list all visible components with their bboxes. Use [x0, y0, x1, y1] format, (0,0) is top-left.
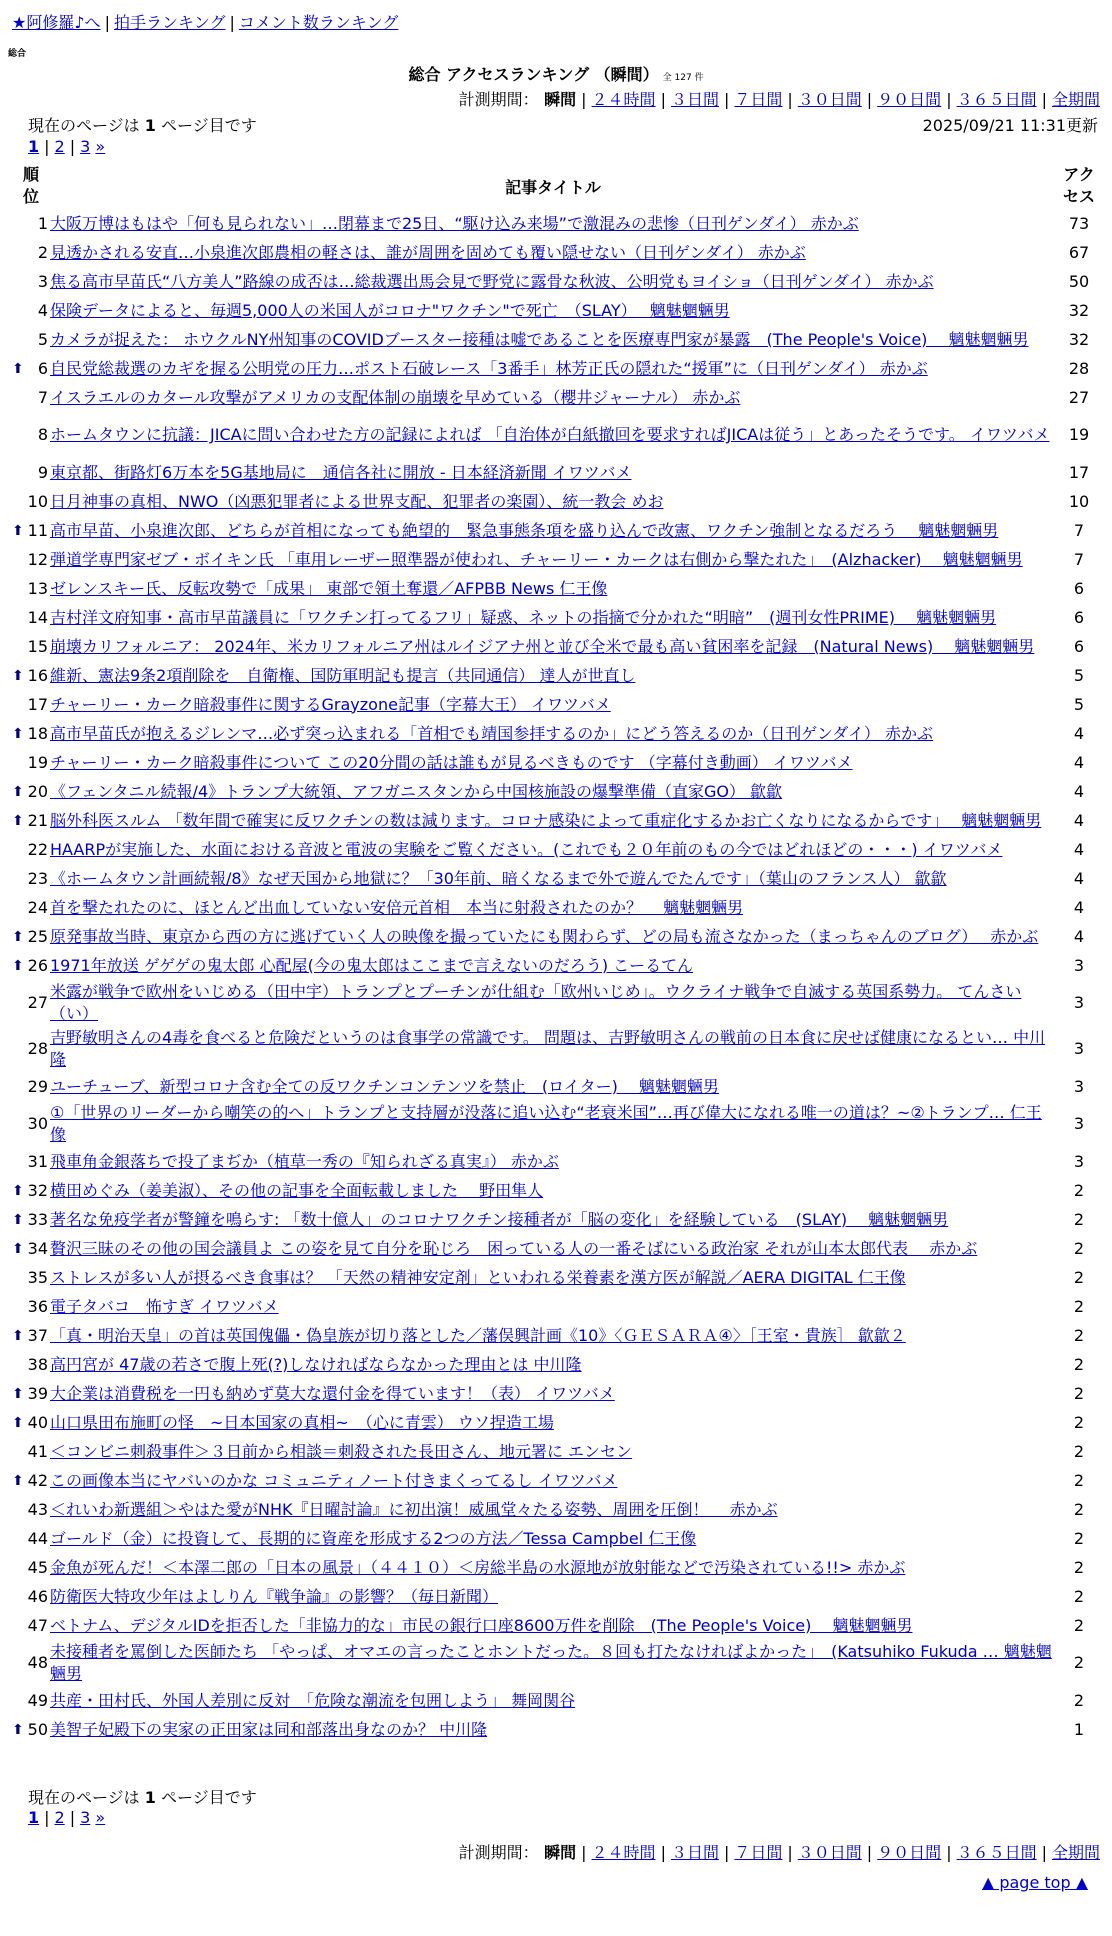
- table-row: [12, 1379, 1102, 1408]
- rank-number: 8: [37, 425, 48, 444]
- rank-up-arrow-icon: ⬆: [12, 1211, 24, 1228]
- access-count: 2: [1073, 1383, 1085, 1403]
- table-row: [12, 209, 1102, 238]
- access-count: 32: [1068, 300, 1090, 320]
- period-selector-top: 計測期間： 瞬間 | ２４時間 | ３日間 | ７日間 | ３０日間 | ９０日間 | ３６５日間 | 全期間: [458, 90, 1100, 109]
- article-title-link[interactable]: 防衛医大特攻少年はよしりん『戦争論』の影響？（毎日新聞）: [50, 1586, 499, 1606]
- page-title: [0, 62, 1112, 85]
- table-row: [12, 412, 1102, 458]
- table-row: [12, 516, 1102, 545]
- article-title-link[interactable]: ホームタウンに抗議：JICAに問い合わせた方の記録によれば 「自治体が白紙撤回を要求すればJICAは従う」とあったそうです。 イワツバメ: [50, 425, 1050, 444]
- table-row: [12, 1072, 1102, 1101]
- table-row: [12, 777, 1102, 806]
- arrow-cell: [12, 1072, 26, 1101]
- table-row: [12, 1611, 1102, 1640]
- article-title-link[interactable]: 大企業は消費税を一円も納めず莫大な還付金を得ています！（表） イワツバメ: [50, 1383, 615, 1403]
- table-row: [12, 835, 1102, 864]
- rank-number: 5: [37, 329, 48, 349]
- table-row: [12, 864, 1102, 893]
- access-count: 10: [1068, 491, 1090, 511]
- access-count: 4: [1073, 868, 1085, 888]
- rank-number: 13: [27, 578, 48, 598]
- rank-number: 23: [27, 868, 48, 888]
- table-row: [12, 545, 1102, 574]
- arrow-cell: [12, 412, 26, 458]
- pager-top: 1 | 2 | 3 »: [28, 137, 106, 156]
- table-row: [12, 893, 1102, 922]
- page-top-link-wrap: [982, 1873, 1088, 1892]
- article-title-link[interactable]: ＜れいわ新選組＞やはた愛がNHK『日曜討論』に初出演！威風堂々たる姿勢、周囲を圧倒！ 赤かぶ: [50, 1499, 778, 1519]
- table-row: [12, 574, 1102, 603]
- rank-number: 36: [27, 1296, 48, 1316]
- rank-number: 40: [27, 1412, 48, 1432]
- table-row: [12, 951, 1102, 980]
- period-label: 計測期間：: [458, 90, 539, 109]
- table-row: [12, 458, 1102, 487]
- rank-number: 24: [27, 897, 48, 917]
- article-title-link[interactable]: ＜コンビニ刺殺事件＞３日前から相談＝刺殺された長田さん、地元署に エンセン: [50, 1441, 633, 1461]
- arrow-cell: [12, 325, 26, 354]
- rank-number: 37: [27, 1325, 48, 1345]
- article-title-link[interactable]: 《ホームタウン計画続報/8》なぜ天国から地獄に？「30年前、暗くなるまで外で遊んでたんです」（葉山のフランス人） 歙歙: [50, 868, 947, 888]
- table-row: [12, 487, 1102, 516]
- access-count: 2: [1073, 1441, 1085, 1461]
- rank-number: 19: [27, 752, 48, 772]
- table-row: [12, 1408, 1102, 1437]
- period-link-3[interactable]: ７日間: [734, 90, 783, 109]
- article-title-link[interactable]: チャーリー・カーク暗殺事件に関するGrayzone記事（字幕大王） イワツバメ: [50, 694, 611, 714]
- access-count: 3: [1073, 993, 1085, 1012]
- table-row: [12, 1640, 1102, 1686]
- article-title-link[interactable]: 原発事故当時、東京から西の方に逃げていく人の映像を撮っていたにも関わらず、どの局も流さなかった（まっちゃんのブログ） 赤かぶ: [50, 926, 1039, 946]
- access-column-header: アクセス: [1062, 165, 1095, 206]
- access-count: 2: [1073, 1586, 1085, 1606]
- arrow-cell: [12, 980, 26, 1026]
- access-count: 2: [1073, 1354, 1085, 1374]
- arrow-cell: [12, 1026, 26, 1072]
- rank-up-arrow-icon: ⬆: [12, 1240, 24, 1257]
- rank-number: 25: [27, 926, 48, 946]
- article-title-link[interactable]: 崩壊カリフォルニア： 2024年、米カリフォルニア州はルイジアナ州と並び全米で最も高い貧困率を記録 (Natural News) 魑魅魍魎男: [50, 636, 1035, 656]
- article-title-link[interactable]: 見透かされる安直…小泉進次郎農相の軽さは、誰が周囲を固めても覆い隠せない（日刊ゲンダイ） 赤かぶ: [50, 242, 806, 262]
- table-row: [12, 632, 1102, 661]
- period-selector-bottom: 計測期間： 瞬間 | ２４時間 | ３日間 | ７日間 | ３０日間 | ９０日間 | ３６５日間 | 全期間: [458, 1843, 1100, 1862]
- rank-number: 31: [27, 1151, 48, 1171]
- rank-up-arrow-icon: ⬆: [12, 1472, 24, 1489]
- article-title-link[interactable]: 脳外科医スルム 「数年間で確実に反ワクチンの数は減ります。コロナ感染によって重症化するかお亡くなりになるからです」 魑魅魍魎男: [50, 810, 1042, 830]
- access-count: 50: [1068, 271, 1090, 291]
- pager-page-link[interactable]: 2: [54, 137, 65, 156]
- arrow-cell: [12, 748, 26, 777]
- rank-up-arrow-icon: ⬆: [12, 1182, 24, 1199]
- arrow-cell: [12, 383, 26, 412]
- rank-number: 42: [27, 1470, 48, 1490]
- rank-number: 44: [27, 1528, 48, 1548]
- article-title-link[interactable]: 著名な免疫学者が警鐘を鳴らす: 「数十億人」のコロナワクチン接種者が「脳の変化」を経験している (SLAY) 魑魅魍魎男: [50, 1209, 949, 1229]
- article-title-link[interactable]: カメラが捉えた： ホウクルNY州知事のCOVIDブースター接種は嘘であることを医療専門家が暴露 (The People's Voice) 魑魅魍魎男: [50, 329, 1029, 349]
- access-count: 67: [1068, 242, 1090, 262]
- pager-current-page[interactable]: 1: [28, 137, 40, 156]
- table-row: [12, 922, 1102, 951]
- access-count: 2: [1073, 1267, 1085, 1287]
- article-title-link[interactable]: ストレスが多い人が摂るべき食事は？ 「天然の精神安定剤」といわれる栄養素を漢方医が解説／AERA DIGITAL 仁王像: [50, 1267, 906, 1287]
- access-count: 2: [1073, 1499, 1085, 1519]
- table-row: [12, 1205, 1102, 1234]
- category-label: 総合: [8, 49, 27, 59]
- rank-up-arrow-icon: ⬆: [12, 1721, 24, 1738]
- period-link-3[interactable]: ７日間: [734, 1843, 783, 1862]
- rank-up-arrow-icon: ⬆: [12, 1385, 24, 1402]
- arrow-cell: [12, 1611, 26, 1640]
- article-title-link[interactable]: 首を撃たれたのに、ほとんど出血していない安倍元首相 本当に射殺されたのか？ 魑魅魍魎男: [50, 897, 744, 917]
- rank-up-arrow-icon: ⬆: [12, 1414, 24, 1431]
- rank-up-arrow-icon: ⬆: [12, 360, 24, 377]
- rank-number: 34: [27, 1238, 48, 1258]
- rank-number: 2: [37, 242, 48, 262]
- table-row: [12, 1524, 1102, 1553]
- arrow-cell: [12, 1495, 26, 1524]
- table-row: [12, 296, 1102, 325]
- article-title-link[interactable]: 焦る高市早苗氏“八方美人”路線の成否は…総裁選出馬会見で野党に露骨な秋波、公明党もヨイショ（日刊ゲンダイ） 赤かぶ: [50, 271, 934, 291]
- article-title-link[interactable]: チャーリー・カーク暗殺事件について この20分間の話は誰もが見るべきものです （字幕付き動画） イワツバメ: [50, 752, 853, 772]
- table-header-row: [12, 163, 1102, 209]
- rank-number: 11: [27, 520, 48, 540]
- pager-page-link[interactable]: 3: [80, 137, 91, 156]
- rank-number: 49: [27, 1690, 48, 1710]
- table-row: [12, 1715, 1102, 1744]
- arrow-cell: [12, 545, 26, 574]
- top-navigation: ★阿修羅♪へ | 拍手ランキング | コメント数ランキング: [12, 13, 399, 32]
- access-count: 28: [1068, 358, 1090, 378]
- access-count: 2: [1073, 1690, 1085, 1710]
- access-count: 3: [1073, 1114, 1085, 1133]
- article-title-link[interactable]: 美智子妃殿下の実家の正田家は同和部落出身なのか？ 中川隆: [50, 1719, 488, 1739]
- rank-number: 46: [27, 1586, 48, 1606]
- period-link-7[interactable]: 全期間: [1051, 1843, 1100, 1862]
- arrow-cell: [12, 458, 26, 487]
- access-count: 3: [1073, 1151, 1085, 1171]
- rank-number: 50: [27, 1719, 48, 1739]
- article-title-link[interactable]: 東京都、街路灯6万本を5G基地局に 通信各社に開放 - 日本経済新聞 イワツバメ: [50, 462, 632, 482]
- pager-next-link[interactable]: »: [95, 1808, 106, 1827]
- pager-page-link[interactable]: 2: [54, 1808, 65, 1827]
- rank-number: 20: [27, 781, 48, 801]
- applause-ranking-link[interactable]: 拍手ランキング: [113, 13, 226, 32]
- pager-current-page[interactable]: 1: [28, 1808, 40, 1827]
- access-count: 4: [1073, 839, 1085, 859]
- rank-number: 15: [27, 636, 48, 656]
- rank-number: 32: [27, 1180, 48, 1200]
- arrow-cell: [12, 1582, 26, 1611]
- rank-number: 3: [37, 271, 48, 291]
- article-title-link[interactable]: イスラエルのカタール攻撃がアメリカの支配体制の崩壊を早めている（櫻井ジャーナル） 赤かぶ: [50, 387, 741, 407]
- pager-next-link[interactable]: »: [95, 137, 106, 156]
- table-row: [12, 1263, 1102, 1292]
- table-row: [12, 806, 1102, 835]
- table-row: [12, 980, 1102, 1026]
- access-count: 6: [1073, 607, 1085, 627]
- arrow-cell: [12, 1101, 26, 1147]
- access-count: 2: [1073, 1470, 1085, 1490]
- article-title-link[interactable]: 未接種者を罵倒した医師たち 「やっぱ、オマエの言ったことホントだった。８回も打たなければよかった」 (Katsuhiko Fukuda … 魑魅魍魎男: [50, 1642, 1052, 1683]
- table-row: [12, 1321, 1102, 1350]
- article-title-link[interactable]: 高市早苗氏が抱えるジレンマ…必ず突っ込まれる「首相でも靖国参拝するのか」にどう答えるのか（日刊ゲンダイ） 赤かぶ: [50, 723, 934, 743]
- rank-number: 45: [27, 1557, 48, 1577]
- comment-ranking-link[interactable]: コメント数ランキング: [238, 13, 399, 32]
- arrow-cell: [12, 267, 26, 296]
- article-title-link[interactable]: 《フェンタニル続報/4》トランプ大統領、アフガニスタンから中国核施設の爆撃準備（直家GO） 歙歙: [50, 781, 783, 801]
- rank-number: 10: [27, 491, 48, 511]
- period-link-6[interactable]: ３６５日間: [956, 1843, 1037, 1862]
- period-link-5[interactable]: ９０日間: [877, 1843, 942, 1862]
- pager-page-link[interactable]: 3: [80, 1808, 91, 1827]
- arrow-cell: [12, 487, 26, 516]
- table-row: [12, 1026, 1102, 1072]
- article-title-link[interactable]: HAARPが実施した、水面における音波と電波の実験をご覧ください。(これでも２０年前のもの今ではどれほどの・・・) イワツバメ: [50, 839, 1003, 859]
- rank-number: 14: [27, 607, 48, 627]
- rank-number: 39: [27, 1383, 48, 1403]
- article-title-link[interactable]: 金魚が死んだ！＜本澤二郎の「日本の風景」（４４１０）＜房総半島の水源地が放射能などで汚染されている!!> 赤かぶ: [50, 1557, 906, 1577]
- arrow-cell: [12, 1686, 26, 1715]
- article-title-link[interactable]: 維新、憲法9条2項削除を 自衛権、国防軍明記も提言（共同通信） 達人が世直し: [50, 665, 636, 685]
- access-count: 3: [1073, 955, 1085, 975]
- access-count: 6: [1073, 578, 1085, 598]
- access-count: 2: [1073, 1209, 1085, 1229]
- access-count: 7: [1073, 549, 1085, 569]
- rank-number: 28: [27, 1039, 48, 1058]
- access-count: 2: [1073, 1238, 1085, 1258]
- article-title-link[interactable]: 保険データによると、毎週5,000人の米国人がコロナ"ワクチン"で死亡 （SLAY） 魑魅魍魎男: [50, 300, 730, 320]
- period-link-2[interactable]: ３日間: [670, 1843, 719, 1862]
- title-column-header: 記事タイトル: [505, 177, 601, 197]
- rank-number: 16: [27, 665, 48, 685]
- access-count: 4: [1073, 723, 1085, 743]
- table-row: [12, 1147, 1102, 1176]
- rank-number: 1: [37, 213, 48, 233]
- arrow-cell: [12, 238, 26, 267]
- article-title-link[interactable]: 高円宮が 47歳の若さで腹上死(?)しなければならなかった理由とは 中川隆: [50, 1354, 582, 1374]
- table-row: [12, 1582, 1102, 1611]
- table-row: [12, 267, 1102, 296]
- rank-number: 35: [27, 1267, 48, 1287]
- table-row: [12, 603, 1102, 632]
- table-row: [12, 1176, 1102, 1205]
- period-link-1[interactable]: ２４時間: [591, 90, 656, 109]
- period-label: 計測期間：: [458, 1843, 539, 1862]
- arrow-cell: [12, 893, 26, 922]
- rank-up-arrow-icon: ⬆: [12, 812, 24, 829]
- rank-up-arrow-icon: ⬆: [12, 783, 24, 800]
- rank-number: 27: [27, 993, 48, 1012]
- rank-number: 47: [27, 1615, 48, 1635]
- table-row: [12, 1101, 1102, 1147]
- article-title-link[interactable]: 大阪万博はもはや「何も見られない」…閉幕まで25日、“駆け込み来場”で激混みの悲惨（日刊ゲンダイ） 赤かぶ: [50, 213, 859, 233]
- access-count: 3: [1073, 1039, 1085, 1058]
- rank-number: 48: [27, 1653, 48, 1672]
- rank-up-arrow-icon: ⬆: [12, 1327, 24, 1344]
- arrow-cell: [12, 1147, 26, 1176]
- article-title-link[interactable]: 贅沢三昧のその他の国会議員よ この姿を見て自分を恥じろ 困っている人の一番そばにいる政治家 それが山本太郎代表 赤かぶ: [50, 1238, 978, 1258]
- ranking-table: [12, 163, 1102, 1744]
- access-count: 32: [1068, 329, 1090, 349]
- rank-number: 43: [27, 1499, 48, 1519]
- total-count: 全 127 件: [662, 73, 704, 83]
- table-row: [12, 1292, 1102, 1321]
- rank-number: 9: [37, 462, 48, 482]
- arrow-cell: [12, 1437, 26, 1466]
- access-count: 1: [1073, 1719, 1085, 1739]
- access-count: 4: [1073, 752, 1085, 772]
- rank-number: 21: [27, 810, 48, 830]
- access-count: 27: [1068, 387, 1090, 407]
- table-row: [12, 1466, 1102, 1495]
- arrow-cell: [12, 574, 26, 603]
- table-row: [12, 1350, 1102, 1379]
- arrow-cell: [12, 296, 26, 325]
- access-count: 4: [1073, 781, 1085, 801]
- access-count: 2: [1073, 1412, 1085, 1432]
- rank-column-header: 順位: [22, 165, 39, 206]
- home-link[interactable]: ★阿修羅♪へ: [12, 13, 101, 32]
- article-title-link[interactable]: 山口県田布施町の怪 ~日本国家の真相~ （心に青雲） ウソ捏造工場: [50, 1412, 554, 1432]
- rank-number: 4: [37, 300, 48, 320]
- table-row: [12, 1686, 1102, 1715]
- arrow-cell: [12, 1524, 26, 1553]
- article-title-link[interactable]: 吉村洋文府知事・高市早苗議員に「ワクチン打ってるフリ」疑惑、ネットの指摘で分かれた“明暗” (週刊女性PRIME) 魑魅魍魎男: [50, 607, 997, 627]
- period-link-5[interactable]: ９０日間: [877, 90, 942, 109]
- access-count: 4: [1073, 897, 1085, 917]
- rank-number: 7: [37, 387, 48, 407]
- article-title-link[interactable]: 横田めぐみ（姜美淑）、その他の記事を全面転載しました 野田隼人: [50, 1180, 544, 1200]
- arrow-cell: [12, 632, 26, 661]
- article-title-link[interactable]: 日月神事の真相、NWO（凶悪犯罪者による世界支配、犯罪者の楽園）、統一教会 めお: [50, 491, 664, 511]
- access-count: 2: [1073, 1557, 1085, 1577]
- article-title-link[interactable]: 電子タバコ 怖すぎ イワツバメ: [50, 1296, 279, 1316]
- access-count: 2: [1073, 1528, 1085, 1548]
- rank-number: 33: [27, 1209, 48, 1229]
- access-count: 2: [1073, 1325, 1085, 1345]
- access-count: 19: [1068, 425, 1090, 444]
- pager-bottom: 1 | 2 | 3 »: [28, 1808, 106, 1827]
- page-top-link[interactable]: ▲ page top ▲: [981, 1873, 1088, 1892]
- article-title-link[interactable]: 吉野敏明さんの4毒を食べると危険だというのは食事学の常識です。 問題は、吉野敏明さんの戦前の日本食に戻せば健康になるとい… 中川隆: [50, 1028, 1046, 1069]
- article-title-link[interactable]: ゼレンスキー氏、反転攻勢で「成果」 東部で領土奪還／AFPBB News 仁王像: [50, 578, 608, 598]
- article-title-link[interactable]: 「真・明治天皇」の首は英国傀儡・偽皇族が切り落とした／藩俣興計画《10》〈ＧＥＳＡＲＡ④〉［王室・貴族］ 歙歙２: [50, 1325, 906, 1345]
- rank-up-arrow-icon: ⬆: [12, 667, 24, 684]
- table-row: [12, 1437, 1102, 1466]
- access-count: 4: [1073, 926, 1085, 946]
- rank-number: 6: [37, 358, 48, 378]
- table-row: [12, 690, 1102, 719]
- access-count: 7: [1073, 520, 1085, 540]
- article-title-link[interactable]: 自民党総裁選のカギを握る公明党の圧力…ポスト石破レース「3番手」林芳正氏の隠れた“援軍”に（日刊ゲンダイ） 赤かぶ: [50, 358, 928, 378]
- table-row: [12, 1495, 1102, 1524]
- period-link-7[interactable]: 全期間: [1051, 90, 1100, 109]
- table-row: [12, 1234, 1102, 1263]
- period-link-6[interactable]: ３６５日間: [956, 90, 1037, 109]
- rank-up-arrow-icon: ⬆: [12, 928, 24, 945]
- period-link-1[interactable]: ２４時間: [591, 1843, 656, 1862]
- rank-number: 30: [27, 1114, 48, 1133]
- arrow-cell: [12, 690, 26, 719]
- access-count: 2: [1073, 1180, 1085, 1200]
- access-count: 2: [1073, 1296, 1085, 1316]
- table-row: [12, 383, 1102, 412]
- period-link-2[interactable]: ３日間: [670, 90, 719, 109]
- access-count: 17: [1068, 462, 1090, 482]
- article-title-link[interactable]: 1971年放送 ゲゲゲの鬼太郎 心配屋(今の鬼太郎はここまで言えないのだろう) こーるてん: [50, 955, 694, 975]
- rank-number: 29: [27, 1076, 48, 1096]
- rank-number: 26: [27, 955, 48, 975]
- updated-time: 2025/09/21 11:31更新: [922, 116, 1098, 135]
- arrow-cell: [12, 835, 26, 864]
- table-row: [12, 719, 1102, 748]
- period-link-4[interactable]: ３０日間: [797, 1843, 862, 1862]
- rank-number: 18: [27, 723, 48, 743]
- rank-up-arrow-icon: ⬆: [12, 725, 24, 742]
- article-title-link[interactable]: ユーチューブ、新型コロナ含む全ての反ワクチンコンテンツを禁止 (ロイター) 魑魅魍魎男: [50, 1076, 719, 1096]
- access-count: 5: [1073, 665, 1085, 685]
- rank-number: 22: [27, 839, 48, 859]
- article-title-link[interactable]: 飛車角金銀落ちで投了まぢか（植草一秀の『知られざる真実』） 赤かぶ: [50, 1151, 559, 1171]
- table-row: [12, 661, 1102, 690]
- rank-up-arrow-icon: ⬆: [12, 522, 24, 539]
- rank-number: 41: [27, 1441, 48, 1461]
- arrow-cell: [12, 1263, 26, 1292]
- article-title-link[interactable]: ①「世界のリーダーから嘲笑の的へ」トランプと支持層が没落に追い込む“老衰米国”…再び偉大になれる唯一の道は？~②トランプ… 仁王像: [50, 1103, 1042, 1144]
- period-current: 瞬間: [538, 1843, 577, 1862]
- table-row: [12, 748, 1102, 777]
- access-count: 5: [1073, 694, 1085, 714]
- article-title-link[interactable]: 共産・田村氏、外国人差別に反対 「危険な潮流を包囲しよう」 舞岡関谷: [50, 1690, 576, 1710]
- access-count: 73: [1068, 213, 1090, 233]
- arrow-cell: [12, 603, 26, 632]
- article-title-link[interactable]: ベトナム、デジタルIDを拒否した「非協力的な」市民の銀行口座8600万件を削除 (The People's Voice) 魑魅魍魎男: [50, 1615, 913, 1635]
- arrow-cell: [12, 1553, 26, 1582]
- access-count: 2: [1073, 1653, 1085, 1672]
- period-link-4[interactable]: ３０日間: [797, 90, 862, 109]
- table-row: [12, 354, 1102, 383]
- rank-up-arrow-icon: ⬆: [12, 957, 24, 974]
- article-title-link[interactable]: この画像本当にヤバいのかな コミュニティノート付きまくってるし イワツバメ: [50, 1470, 618, 1490]
- arrow-cell: [12, 1350, 26, 1379]
- table-row: [12, 325, 1102, 354]
- current-page-info: 現在のページは 1 ページ目です: [28, 116, 257, 135]
- table-row: [12, 238, 1102, 267]
- table-row: [12, 1553, 1102, 1582]
- arrow-cell: [12, 1292, 26, 1321]
- access-count: 2: [1073, 1615, 1085, 1635]
- rank-number: 12: [27, 549, 48, 569]
- page-title-text: 総合 アクセスランキング （瞬間）: [408, 65, 659, 84]
- rank-number: 17: [27, 694, 48, 714]
- arrow-cell: [12, 1640, 26, 1686]
- access-count: 4: [1073, 810, 1085, 830]
- period-current: 瞬間: [538, 90, 577, 109]
- article-title-link[interactable]: ゴールド（金）に投資して、長期的に資産を形成する2つの方法／Tessa Campbel 仁王像: [50, 1528, 697, 1548]
- article-title-link[interactable]: 米露が戦争で欧州をいじめる（田中宇）トランプとプーチンが仕組む「欧州いじめ」。ウクライナ戦争で自滅する英国系勢力。 てんさい（い）: [50, 982, 1022, 1023]
- current-page-info-bottom: 現在のページは 1 ページ目です: [28, 1788, 257, 1807]
- access-count: 3: [1073, 1076, 1085, 1096]
- article-title-link[interactable]: 弾道学専門家ゼブ・ボイキン氏 「車用レーザー照準器が使われ、チャーリー・カークは右側から撃たれた」 (Alzhacker) 魑魅魍魎男: [50, 549, 1023, 569]
- access-count: 6: [1073, 636, 1085, 656]
- rank-number: 38: [27, 1354, 48, 1374]
- article-title-link[interactable]: 高市早苗、小泉進次郎、どちらが首相になっても絶望的 緊急事態条項を盛り込んで改憲、ワクチン強制となるだろう 魑魅魍魎男: [50, 520, 999, 540]
- arrow-cell: [12, 209, 26, 238]
- arrow-cell: [12, 864, 26, 893]
